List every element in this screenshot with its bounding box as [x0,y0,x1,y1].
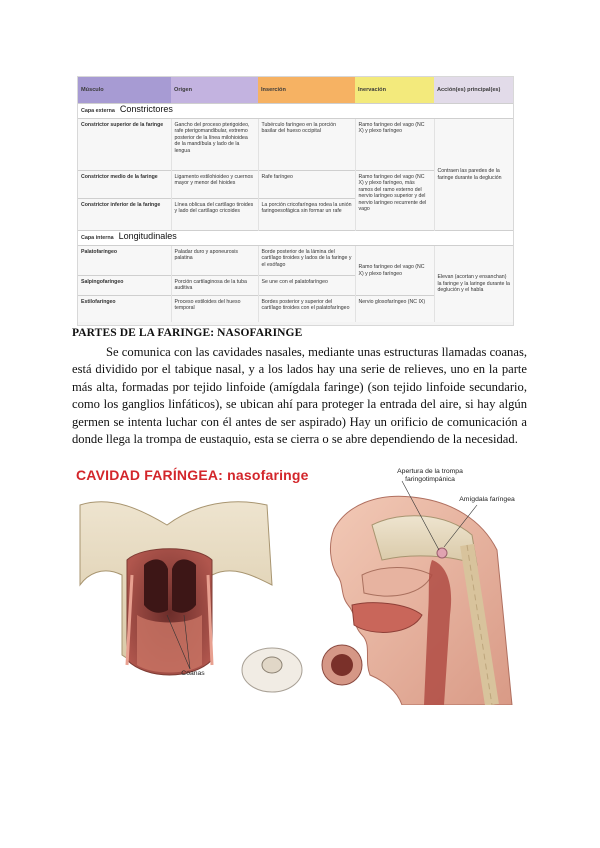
cell-insertion: Borde posterior de la lámina del cartílago tiroides y lados de la faringe y el esófago [258,246,355,276]
group-row-constrictores [78,104,513,119]
cell-origin: Paladar duro y aponeurosis palatina [171,246,258,276]
cell-muscle: Constrictor inferior de la faringe [78,199,171,231]
group-label-big: Constrictores [119,104,173,114]
cell-insertion: Se une con el palatofaríngeo [258,276,355,296]
cell-insertion: Tubérculo faríngeo en la porción basilar del hueso occipital [258,119,355,171]
cell-action: Elevan (acortan y ensanchan) la faringe y la laringe durante la deglución y el habla [434,246,513,322]
figure-title: CAVIDAD FARÍNGEA: nasofaringe [76,467,309,483]
inset-drawings [242,645,362,692]
group-label-small: Capa externa [81,108,115,114]
cell-nerve: Ramo faríngeo del vago (NC X) y plexo faríngeo [355,246,434,296]
cell-origin: Proceso estiloides del hueso temporal [171,296,258,322]
section-heading: PARTES DE LA FARINGE: NASOFARINGE [72,327,303,339]
header-insercion: Inserción [258,77,355,104]
cell-muscle: Palatofaríngeo [78,246,171,276]
cell-insertion: Rafe faríngeo [258,171,355,199]
cell-muscle: Constrictor superior de la faringe [78,119,171,171]
cell-nerve: Nervio glosofaríngeo (NC IX) [355,296,434,322]
cell-origin: Gancho del proceso pterigoideo, rafe pterigomandibular, extremo posterior de la línea milohioidea de la mandíbula y lado de la lengua [171,119,258,171]
cell-origin: Ligamento estilohioideo y cuernos mayor y menor del hioides [171,171,258,199]
group-row-longitudinales [78,231,513,246]
cell-origin: Porción cartilaginosa de la tuba auditiva [171,276,258,296]
cell-muscle: Salpingofaríngeo [78,276,171,296]
cell-muscle: Constrictor medio de la faringe [78,171,171,199]
cell-insertion: Bordes posterior y superior del cartílago tiroides con el palatofaríngeo [258,296,355,322]
header-accion: Acción(es) principal(es) [434,77,513,104]
cell-action: Contraen las paredes de la faringe durante la deglución [434,119,513,231]
header-musculo: Músculo [78,77,171,104]
table-row [78,246,513,276]
cell-insertion: La porción cricofaríngea rodea la unión faringoesofágica sin formar un rafe [258,199,355,231]
header-inervacion: Inervación [355,77,434,104]
table-row [78,119,513,171]
group-label-big: Longitudinales [118,231,177,241]
label-amigdala: Amígdala faríngea [459,496,515,503]
cell-origin: Línea oblicua del cartílago tiroides y lado del cartílago cricoides [171,199,258,231]
table-header-row [78,77,513,104]
posterior-view-drawing [80,502,272,675]
header-origen: Origen [171,77,258,104]
cell-nerve: Ramo faríngeo del vago (NC X) y plexo faríngeo [355,119,434,171]
muscle-table-grid [78,77,513,322]
anatomy-figure [72,465,530,705]
muscle-table [77,76,514,326]
group-label-small: Capa interna [81,235,114,241]
label-coanas: Coanas [181,670,205,677]
cell-nerve: Ramo faríngeo del vago (NC X) y plexo faríngeo, más ramos del ramo externo del nervio laríngeo superior y del nervio laríngeo recurrente del vago [355,171,434,231]
body-paragraph: Se comunica con las cavidades nasales, mediante unas estructuras llamadas coanas, está dividido por el tabique nasal, y a los lados hay una serie de relieves, uno en la parte más alta, formadas por tejido linfoide (amígdala faringe) (son tejido linfoide secundario, como los ganglios linfáticos), se ubican ahí para proteger la entrada del aire, si hay algún germen se intenta luchar con él antes de ser aspirado) Hay un orificio de comunicación a donde llega la trompa de eustaquio, esta se cierra o se abre dependiendo de la necesidad. [72,345,527,447]
label-trompa: Apertura de la trompa faringotimpánica [397,468,463,483]
cell-muscle: Estilofaríngeo [78,296,171,322]
